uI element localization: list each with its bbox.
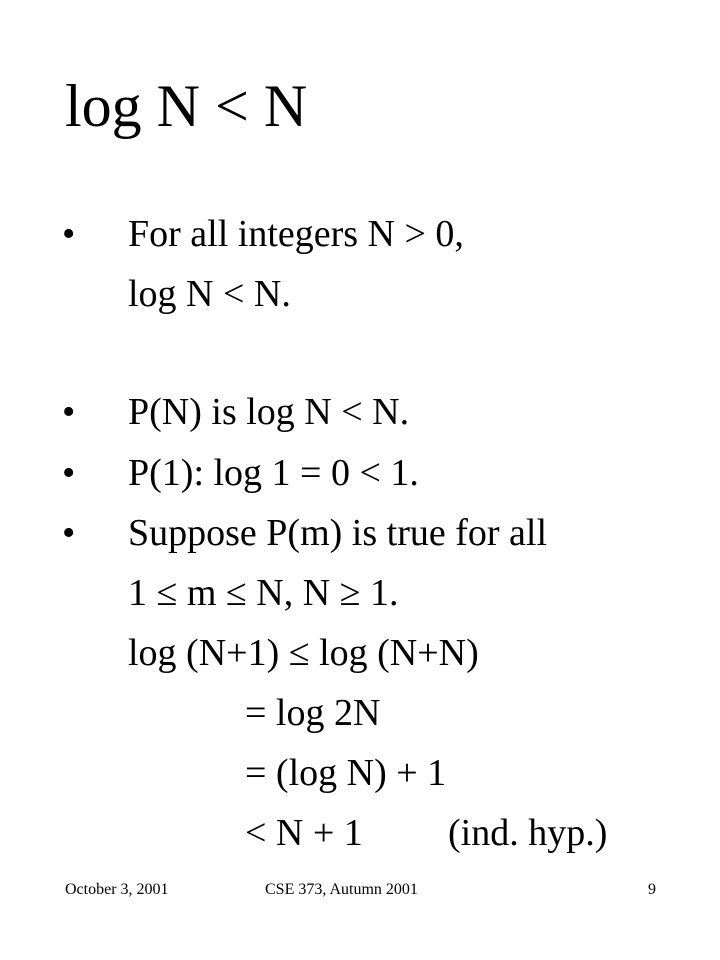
bullet-marker: • xyxy=(62,213,76,255)
bullet-text: Suppose P(m) is true for all xyxy=(128,512,548,554)
bullet-marker: • xyxy=(62,391,76,433)
proof-annotation: (ind. hyp.) xyxy=(448,812,608,854)
footer-date: October 3, 2001 xyxy=(65,881,169,898)
proof-line: log (N+1) ≤ log (N+N) xyxy=(128,632,479,674)
proof-line: < N + 1 xyxy=(245,812,363,854)
bullet-text: P(N) is log N < N. xyxy=(128,391,410,433)
proof-line: = log 2N xyxy=(245,692,381,734)
bullet-continuation: 1 ≤ m ≤ N, N ≥ 1. xyxy=(128,572,399,614)
proof-line: = (log N) + 1 xyxy=(245,752,447,794)
bullet-continuation: log N < N. xyxy=(128,273,291,315)
bullet-marker: • xyxy=(62,452,76,494)
bullet-marker: • xyxy=(62,512,76,554)
bullet-text: P(1): log 1 = 0 < 1. xyxy=(128,452,419,494)
bullet-text: For all integers N > 0, xyxy=(128,213,464,255)
footer-course: CSE 373, Autumn 2001 xyxy=(265,881,418,898)
slide-title: log N < N xyxy=(65,73,308,139)
footer-page-number: 9 xyxy=(648,881,656,898)
